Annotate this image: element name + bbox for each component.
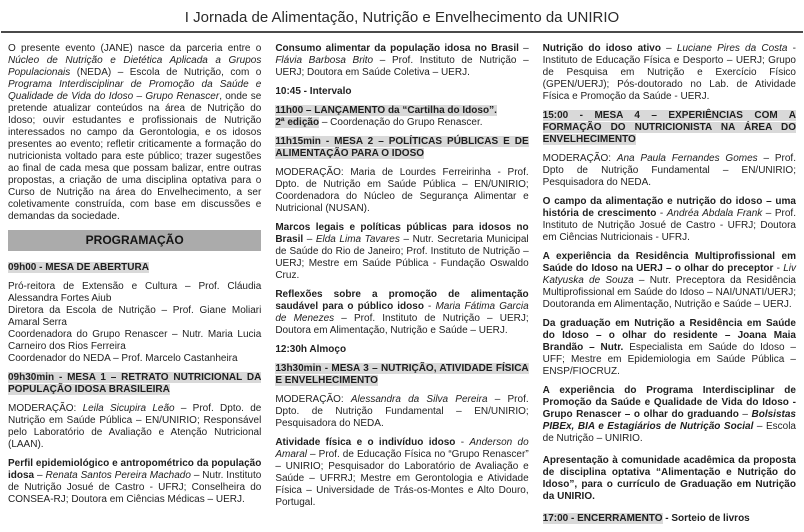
text-run: O presente evento (JANE) nasce da parceria entre o xyxy=(8,43,262,54)
text-run: MODERAÇÃO: xyxy=(542,153,617,164)
text-run: - xyxy=(423,301,436,312)
text-run: 15:00 - MESA 4 – EXPERIÊNCIAS COM A FORMAÇÃO DO NUTRICIONISTA NA ÁREA DO ENVELHECIMENTO xyxy=(542,110,796,145)
schedule-heading xyxy=(543,513,796,525)
schedule-heading xyxy=(275,363,528,387)
text-run: Coordenadora do Grupo Renascer – Nutr. Maria Lucia Carneiro dos Rios Ferreira xyxy=(8,329,262,353)
text-run: Núcleo de Nutrição e Dietética Aplicada a Grupos Populacionais xyxy=(8,55,262,78)
program-paragraph xyxy=(543,318,796,378)
schedule-heading xyxy=(275,86,528,98)
text-run: – Prof. Dpto. de Nutrição Fundamental – EN/UNIRIO; Pesquisadora do NEDA. xyxy=(275,394,529,429)
text-run: - xyxy=(773,263,784,274)
text-run: MODERAÇÃO: xyxy=(8,403,83,415)
column-middle xyxy=(275,43,528,532)
text-run: Diretora da Escola de Nutrição – Prof. Giane Moliari Amaral Serra xyxy=(8,305,262,329)
text-run: Leila Sicupira Leão xyxy=(82,403,175,415)
text-run: O campo da alimentação e nutrição do idoso – uma história de crescimento xyxy=(542,196,796,219)
columns-container xyxy=(0,33,804,532)
text-run: – Coordenação do Grupo Renascer. xyxy=(319,117,483,128)
schedule-heading xyxy=(275,136,528,160)
text-run: - Instituto de Educação Física e Desporto – UERJ; Grupo de Pesquisa em Nutrição e Exercício Físico (GPEN/UERJ); Pós-doutorado no Lab. de Atividade Física e Promoção da Saúde - UERJ. xyxy=(542,43,796,102)
text-run: (NEDA) – Escola de Nutrição, com o xyxy=(70,67,262,78)
program-paragraph xyxy=(8,43,261,223)
program-section-header-label: PROGRAMAÇÃO xyxy=(85,233,184,247)
text-run: 12:30h Almoço xyxy=(275,344,347,355)
text-run: – xyxy=(34,470,46,482)
text-run: Elda Lima Tavares xyxy=(315,234,400,245)
text-run: 09h30min - MESA 1 – RETRATO NUTRICIONAL DA POPULAÇÃO IDOSA BRASILEIRA xyxy=(8,372,262,396)
schedule-heading xyxy=(275,105,528,129)
text-run: Nutrição do idoso ativo xyxy=(542,43,661,54)
text-run: – xyxy=(518,43,529,54)
text-run: - xyxy=(656,208,667,219)
text-run: Andréa Abdala Frank xyxy=(666,208,763,219)
text-run: Marcos legais e políticas públicas para idosos no Brasil xyxy=(275,222,529,245)
text-run: Consumo alimentar da população idosa no Brasil xyxy=(275,43,519,54)
text-run: – Nutr. Secretaria Municipal de Saúde do Rio de Janeiro; Prof. Instituto de Nutrição – UERJ; Mestre em Saúde Pública - Fundação Oswaldo Cruz. xyxy=(275,234,529,281)
text-run: MODERAÇÃO: xyxy=(275,394,351,405)
program-paragraph xyxy=(275,43,528,79)
text-run: 13h30min - MESA 3 – NUTRIÇÃO, ATIVIDADE FÍSICA E ENVELHECIMENTO xyxy=(275,363,529,386)
text-run: MODERAÇÃO: Maria de Lourdes Ferreirinha - Prof. Dpto. de Nutrição em Saúde Pública – EN/UNIRIO; Coordenadora do Núcleo de Segurança Alimentar e Nutricional (NUSAN). xyxy=(275,167,529,214)
program-paragraph xyxy=(8,403,261,451)
text-run: – Prof. Instituto de Nutrição – UERJ; Doutora em Alimentação, Nutrição e Saúde – UERJ. xyxy=(275,313,529,336)
text-run: – Prof. Dpto. de Nutrição em Saúde Pública – EN/UNIRIO; Responsável pelo Laboratório de Avaliação e Atenção Nutricional (LAAN). xyxy=(8,403,262,451)
text-run: A experiência da Residência Multiprofissional em Saúde do Idoso na UERJ – o olhar do preceptor xyxy=(542,251,796,274)
text-run: Ana Paula Fernandes Gomes xyxy=(616,153,758,164)
text-run: – Nutr. Instituto de Nutrição Josué de Castro - UFRJ; Conselheira do CONSEA-RJ; Doutora em Ciências Médicas – UERJ. xyxy=(8,470,262,506)
text-run: Liv Katyuska de Souza xyxy=(542,263,796,286)
program-paragraph xyxy=(543,153,796,189)
schedule-heading xyxy=(8,262,261,274)
text-run: – Prof. Instituto de Nutrição – UERJ; Doutora em Saúde Coletiva – UERJ. xyxy=(275,55,529,78)
text-run: – Escola de Nutrição – UNIRIO. xyxy=(542,421,796,444)
text-run: - xyxy=(455,437,470,448)
text-run: – Prof. Instituto de Nutrição Josué de Castro - UFRJ; Doutora em Ciências Nutricionais - UFRJ. xyxy=(542,208,796,243)
program-paragraph xyxy=(275,437,528,509)
text-run: – Prof. de Educação Física no “Grupo Renascer” – UNIRIO; Pesquisador do Laboratório de Avaliação e Saúde – UFRRJ; Mestre em Gerontologia e Atividade Física – Universidade de Trás-os-Montes e Alto Douro, Portugal. xyxy=(275,449,529,508)
text-run: A experiência do Programa Interdisciplinar de Promoção da Saúde e Qualidade de Vida do Idoso - Grupo Renascer – o olhar do graduando xyxy=(542,385,796,420)
text-run: Perfil epidemiológico e antropométrico da população idosa xyxy=(8,458,262,482)
program-paragraph xyxy=(275,394,528,430)
schedule-heading xyxy=(543,110,796,146)
text-run: 10:45 - Intervalo xyxy=(275,86,352,97)
program-paragraph xyxy=(275,167,528,215)
program-paragraph xyxy=(543,455,796,503)
text-run: 09h00 - MESA DE ABERTURA xyxy=(8,262,149,274)
program-paragraph xyxy=(275,289,528,337)
schedule-heading xyxy=(8,372,261,396)
text-run: – Nutr. Preceptora da Residência Multiprofissional em Saúde do Idoso – NAI/UNATI/UERJ; Doutoranda em Alimentação, Nutrição e Saúde – UERJ. xyxy=(542,275,796,310)
text-run: Bolsistas PIBEx, BIA e Estagiários de Nutrição Social xyxy=(542,409,796,432)
page-title: I Jornada de Alimentação, Nutrição e Envelhecimento da UNIRIO xyxy=(184,9,620,26)
text-run: Reflexões sobre a promoção de alimentação saudável para o público idoso xyxy=(275,289,529,312)
program-paragraph xyxy=(543,43,796,103)
text-run: Anderson do Amaral xyxy=(275,437,529,460)
text-run: Programa Interdisciplinar de Promoção da Saúde e Qualidade de Vida do Idoso – Grupo Renascer xyxy=(8,79,262,102)
column-left xyxy=(8,43,261,532)
text-run: – xyxy=(303,234,316,245)
text-run: Luciane Pires da Costa xyxy=(676,43,788,54)
program-paragraph xyxy=(8,458,261,506)
program-paragraph xyxy=(543,251,796,311)
program-paragraph xyxy=(275,222,528,282)
schedule-heading xyxy=(275,344,528,356)
text-run: – xyxy=(660,43,677,54)
text-run: Renata Santos Pereira Machado xyxy=(45,470,191,482)
text-run: 11h15min - MESA 2 – POLÍTICAS PÚBLICAS E DE ALIMENTAÇÃO PARA O IDOSO xyxy=(275,136,529,159)
text-run: Coordenador do NEDA – Prof. Marcelo Castanheira xyxy=(8,353,238,365)
text-run: Flávia Barbosa Brito xyxy=(275,55,374,66)
text-run: – xyxy=(738,409,752,420)
text-run: , onde se pretende atualizar conteúdos na área de Nutrição do Idoso; ouvir estudantes e profissionais de Nutrição interessados no campo da Gerontologia, e os idosos presentes ao evento; refletir criticamente a formação do nutricionista voltado para este público; trazer sugestões ao final de cada mesa que possam balizar, entre outras propostas, a criação de uma disciplina optativa para o Curso de Nutrição na área do Envelhecimento, a ser coletivamente construída, com base em discussões e demandas da sociedade. xyxy=(8,91,262,222)
text-run: Apresentação à comunidade acadêmica da proposta de disciplina optativa “Alimentação e Nutrição do Idoso”, para o currículo de Graduação em Nutrição da UNIRIO. xyxy=(542,455,796,502)
text-run: – Prof. Dpto de Nutrição Fundamental – EN/UNIRIO; Pesquisadora do NEDA. xyxy=(542,153,796,188)
text-run: - Sorteio de livros xyxy=(662,513,750,524)
text-run: Atividade física e o indivíduo idoso xyxy=(275,437,456,448)
column-right xyxy=(543,43,796,532)
text-run: 17:00 - ENCERRAMENTO xyxy=(542,513,663,524)
text-run: Da graduação em Nutrição a Residência em Saúde do Idoso – o olhar do residente – Joana Maia Brandão – Nutr. xyxy=(542,318,796,353)
text-run: 11h00 – LANÇAMENTO da “Cartilha do Idoso”. xyxy=(275,105,497,116)
text-run: Maria Fátima Garcia de Menezes xyxy=(275,301,529,324)
text-run: 2ª edição xyxy=(275,117,320,128)
text-run: Pró-reitora de Extensão e Cultura – Prof. Cláudia Alessandra Fortes Aiub xyxy=(8,281,262,305)
program-paragraph xyxy=(543,385,796,445)
text-run: Alessandra da Silva Pereira xyxy=(350,394,488,405)
program-paragraph xyxy=(543,196,796,244)
program-section-header xyxy=(8,230,261,251)
program-paragraph xyxy=(8,281,261,365)
text-run: Especialista em Saúde do Idoso – UFF; Mestre em Epidemiologia em Saúde Pública – ENSP/FIOCRUZ. xyxy=(542,342,796,377)
